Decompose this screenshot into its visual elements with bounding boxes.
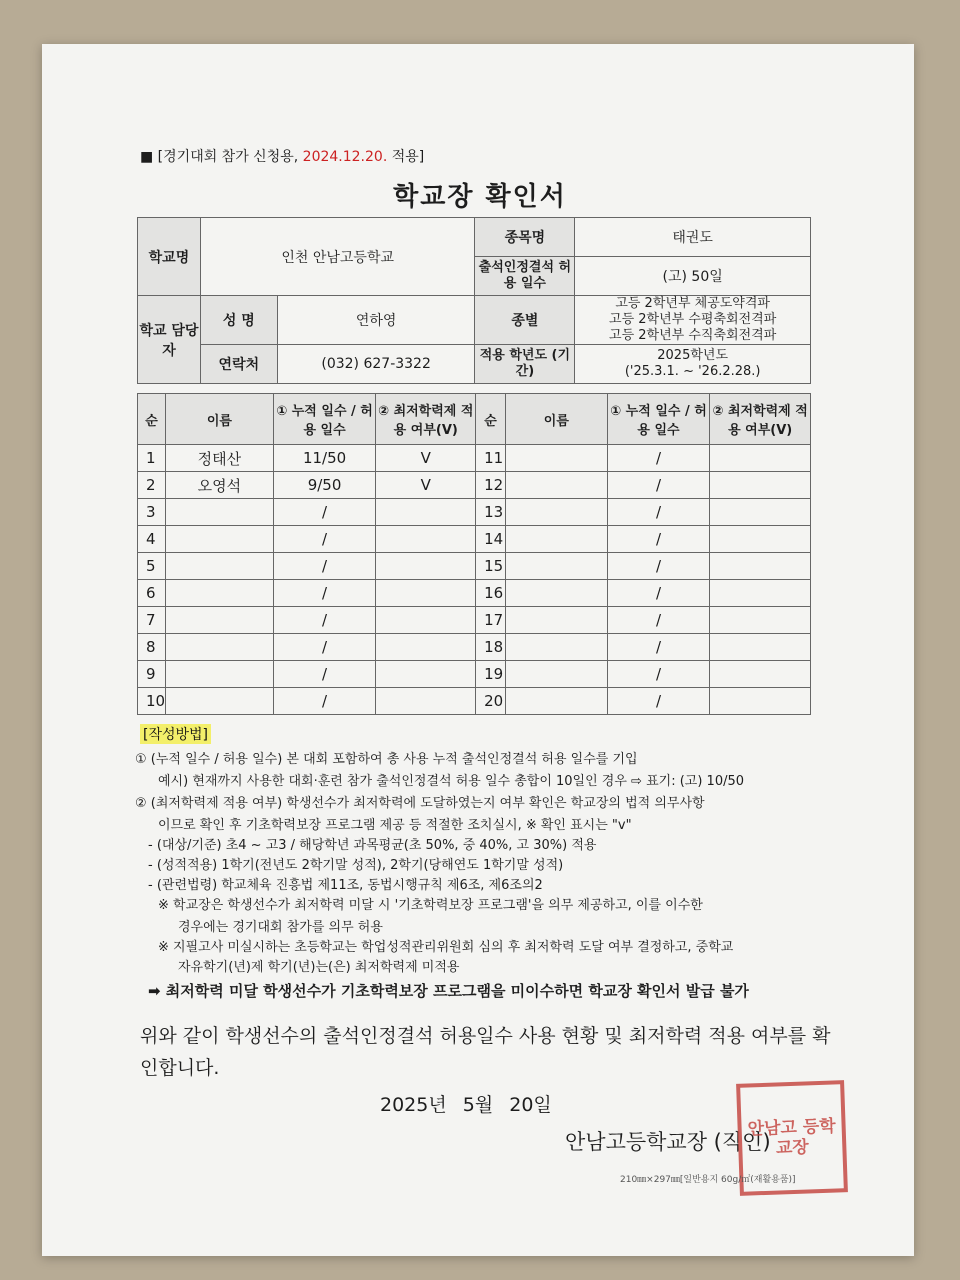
note-line: - (관련법령) 학교체육 진흥법 제11조, 동법시행규칙 제6조, 제6조의2 [148, 878, 543, 893]
roster-name: 오영석 [166, 472, 274, 499]
roster-days: / [607, 688, 710, 715]
roster-name [166, 661, 274, 688]
roster-body [138, 445, 811, 715]
roster-min [710, 472, 811, 499]
roster-no: 18 [476, 634, 506, 661]
table-row [138, 688, 811, 715]
table-row [138, 580, 811, 607]
roster-name [506, 634, 608, 661]
roster-days: / [273, 661, 376, 688]
year-label: 적용 학년도 (기간) [475, 345, 575, 384]
roster-days: / [607, 661, 710, 688]
sport-value: 태권도 [575, 218, 811, 257]
roster-days: / [607, 445, 710, 472]
roster-name [166, 526, 274, 553]
roster-no: 8 [138, 634, 166, 661]
note-line: - (성적적용) 1학기(전년도 2학기말 성적), 2학기(당해연도 1학기말 성적) [148, 858, 564, 873]
roster-days: / [607, 580, 710, 607]
roster-days: / [607, 553, 710, 580]
roster-days: / [273, 688, 376, 715]
issue-date: 2025년 5월 20일 [380, 1094, 552, 1116]
roster-min [710, 661, 811, 688]
col-name: 이름 [166, 394, 274, 445]
roster-name [166, 607, 274, 634]
roster-no: 17 [476, 607, 506, 634]
roster-min [376, 661, 476, 688]
roster-min [376, 499, 476, 526]
name-label: 성 명 [200, 296, 277, 345]
roster-days: / [273, 499, 376, 526]
school-sign: 안남고등학교장 (직인) [565, 1130, 771, 1154]
note-line: 자유학기(년)제 학기(년)는(은) 최저학력제 미적용 [178, 960, 460, 975]
category-label: 종별 [475, 296, 575, 345]
note-line: ※ 학교장은 학생선수가 최저학력 미달 시 '기초학력보장 프로그램'을 의무 제공하고, 이를 이수한 [158, 898, 703, 913]
roster-name [506, 526, 608, 553]
contact-value: (032) 627-3322 [277, 345, 475, 384]
note-line: ➡ 최저학력 미달 학생선수가 기초학력보장 프로그램을 미이수하면 학교장 확인서 발급 불가 [148, 982, 749, 1000]
roster-no: 5 [138, 553, 166, 580]
document-title: 학교장 확인서 [393, 182, 567, 212]
roster-days: / [607, 607, 710, 634]
roster-min [376, 607, 476, 634]
roster-days: / [607, 634, 710, 661]
roster-name [506, 445, 608, 472]
table-row [138, 499, 811, 526]
roster-min [376, 688, 476, 715]
col-no: 순 [138, 394, 166, 445]
roster-name [506, 499, 608, 526]
roster-no: 9 [138, 661, 166, 688]
note-line: 경우에는 경기대회 참가를 의무 허용 [178, 920, 383, 935]
roster-no: 20 [476, 688, 506, 715]
roster-days: / [273, 553, 376, 580]
roster-days: / [607, 526, 710, 553]
roster-name [166, 553, 274, 580]
roster-no: 19 [476, 661, 506, 688]
roster-no: 10 [138, 688, 166, 715]
year-value: 2025학년도 ('25.3.1. ~ '26.2.28.) [575, 345, 811, 384]
note-line: 이므로 확인 후 기초학력보장 프로그램 제공 등 적절한 조치실시, ※ 확인 표시는 "v" [158, 818, 632, 833]
form-tag: ■ [경기대회 참가 신청용, 2024.12.20. 적용] [140, 149, 425, 165]
roster-min [710, 634, 811, 661]
school-seal: 안남고 등학 교장 [736, 1080, 848, 1196]
table-row [138, 607, 811, 634]
roster-no: 3 [138, 499, 166, 526]
roster-min [376, 553, 476, 580]
roster-name [166, 580, 274, 607]
note-line: ※ 지필고사 미실시하는 초등학교는 학업성적관리위원회 심의 후 최저학력 도달 여부 결정하고, 중학교 [158, 940, 734, 955]
roster-min [710, 526, 811, 553]
roster-min [710, 607, 811, 634]
roster-no: 1 [138, 445, 166, 472]
roster-days: / [273, 607, 376, 634]
roster-days: / [273, 526, 376, 553]
roster-days: 9/50 [273, 472, 376, 499]
allowed-label: 출석인정결석 허용 일수 [475, 257, 575, 296]
info-table [137, 217, 811, 384]
col-days: ① 누적 일수 / 허용 일수 [273, 394, 376, 445]
roster-days: / [273, 580, 376, 607]
roster-name [506, 580, 608, 607]
roster-name [506, 688, 608, 715]
note-line: - (대상/기준) 초4 ~ 고3 / 해당학년 과목평균(초 50%, 중 40%, 고 30%) 적용 [148, 838, 597, 853]
allowed-value: (고) 50일 [575, 257, 811, 296]
roster-min [710, 580, 811, 607]
contact-label: 연락처 [200, 345, 277, 384]
roster-min [376, 526, 476, 553]
roster-days: 11/50 [273, 445, 376, 472]
roster-no: 11 [476, 445, 506, 472]
sport-label: 종목명 [475, 218, 575, 257]
roster-name [506, 607, 608, 634]
name-value: 연하영 [277, 296, 475, 345]
paper-spec: 210㎜×297㎜[일반용지 60g/㎡(재활용품)] [620, 1175, 796, 1185]
table-row [138, 661, 811, 688]
col-no-2: 순 [476, 394, 506, 445]
roster-name [506, 472, 608, 499]
table-row [138, 634, 811, 661]
roster-min [710, 445, 811, 472]
roster-no: 16 [476, 580, 506, 607]
roster-days: / [607, 499, 710, 526]
table-row [138, 526, 811, 553]
roster-name: 정태산 [166, 445, 274, 472]
roster-min [376, 580, 476, 607]
col-name-2: 이름 [506, 394, 608, 445]
note-line: 예시) 현재까지 사용한 대회·훈련 참가 출석인정결석 허용 일수 총합이 10일인 경우 ⇨ 표기: (고) 10/50 [158, 774, 745, 789]
roster-no: 12 [476, 472, 506, 499]
school-label: 학교명 [138, 218, 201, 296]
roster-no: 6 [138, 580, 166, 607]
table-row [138, 472, 811, 499]
roster-min: V [376, 445, 476, 472]
roster-table [137, 393, 811, 715]
note-line: ② (최저학력제 적용 여부) 학생선수가 최저학력에 도달하였는지 여부 확인은 학교장의 법적 의무사항 [135, 796, 705, 811]
howto-title: [작성방법] [140, 724, 211, 744]
roster-no: 4 [138, 526, 166, 553]
note-line: ① (누적 일수 / 허용 일수) 본 대회 포함하여 총 사용 누적 출석인정결석 허용 일수를 기입 [135, 752, 638, 767]
roster-min [710, 499, 811, 526]
roster-no: 14 [476, 526, 506, 553]
category-values: 고등 2학년부 체공도약격파 고등 2학년부 수평축회전격파 고등 2학년부 수직축회전격파 [575, 296, 811, 345]
col-min-2: ② 최저학력제 적용 여부(V) [710, 394, 811, 445]
roster-name [166, 688, 274, 715]
roster-no: 15 [476, 553, 506, 580]
col-days-2: ① 누적 일수 / 허용 일수 [607, 394, 710, 445]
roster-no: 13 [476, 499, 506, 526]
roster-no: 2 [138, 472, 166, 499]
school-value: 인천 안남고등학교 [200, 218, 475, 296]
col-min: ② 최저학력제 적용 여부(V) [376, 394, 476, 445]
roster-no: 7 [138, 607, 166, 634]
roster-name [166, 499, 274, 526]
roster-days: / [273, 634, 376, 661]
roster-days: / [607, 472, 710, 499]
manager-label: 학교 담당자 [138, 296, 201, 384]
confirm-text: 위와 같이 학생선수의 출석인정결석 허용일수 사용 현황 및 최저학력 적용 여부를 확인합니다. [140, 1025, 831, 1079]
roster-min [376, 634, 476, 661]
roster-name [166, 634, 274, 661]
roster-min [710, 688, 811, 715]
roster-min: V [376, 472, 476, 499]
roster-name [506, 553, 608, 580]
roster-name [506, 661, 608, 688]
table-row [138, 445, 811, 472]
table-row [138, 553, 811, 580]
roster-min [710, 553, 811, 580]
